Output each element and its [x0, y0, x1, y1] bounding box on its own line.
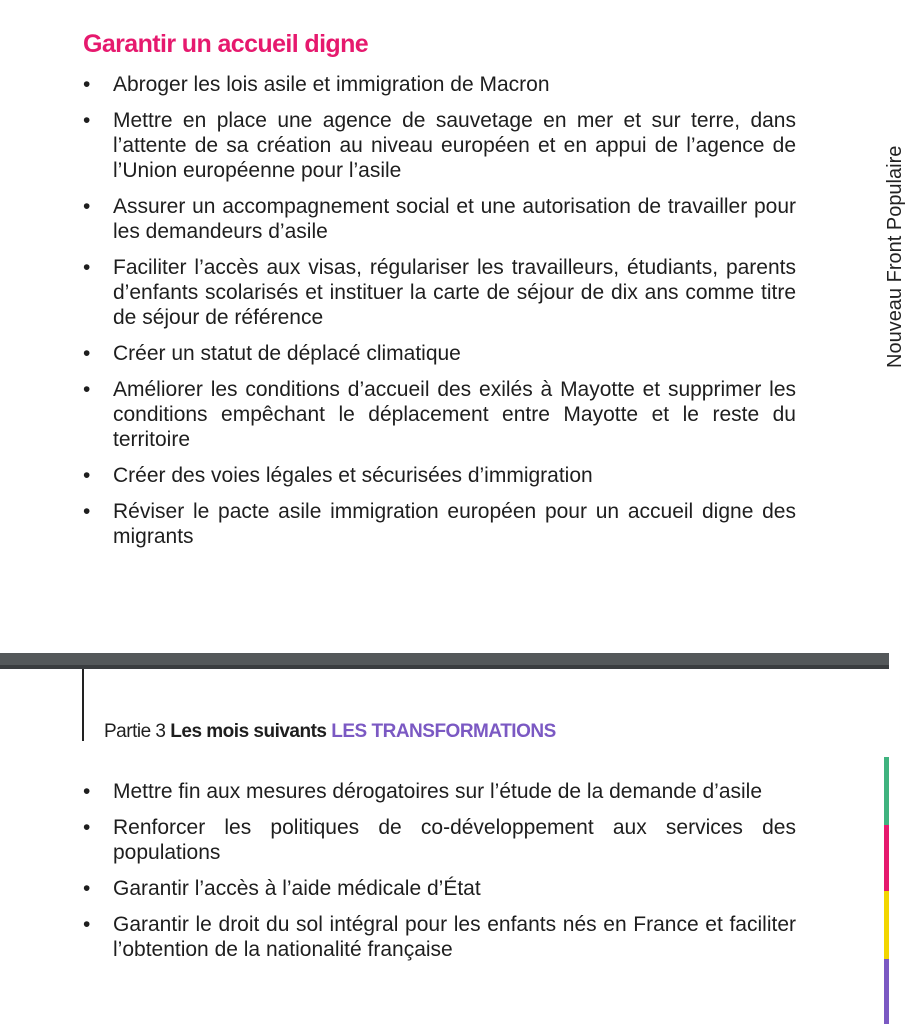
part-number: Partie 3	[104, 721, 166, 742]
list-item	[80, 779, 796, 804]
list-item-text: Abroger les lois asile et immigration de Macron	[113, 73, 550, 96]
edge-color-stripe	[884, 959, 889, 1024]
list-item	[80, 72, 796, 97]
list-item	[80, 499, 796, 549]
list-item-text: Réviser le pacte asile immigration européen pour un accueil digne des migrants	[113, 500, 796, 548]
bullet-icon: •	[83, 73, 91, 96]
list-item	[80, 194, 796, 244]
bullet-icon: •	[83, 109, 91, 132]
bullet-list	[80, 779, 796, 973]
part-header	[104, 721, 556, 743]
list-item	[80, 341, 796, 366]
list-item	[80, 377, 796, 452]
header-vertical-rule	[82, 669, 84, 741]
document-page-bottom	[0, 669, 889, 1024]
list-item-text: Créer des voies légales et sécurisées d’immigration	[113, 464, 593, 487]
bullet-icon: •	[83, 256, 91, 279]
bullet-icon: •	[83, 342, 91, 365]
section-title: Garantir un accueil digne	[83, 30, 369, 58]
list-item	[80, 108, 796, 183]
list-item-text: Assurer un accompagnement social et une autorisation de travailler pour les demandeurs d’asile	[113, 195, 796, 243]
list-item-text: Renforcer les politiques de co-développement aux services des populations	[113, 816, 796, 864]
list-item-text: Mettre fin aux mesures dérogatoires sur l’étude de la demande d’asile	[113, 780, 763, 803]
edge-color-stripe	[884, 825, 889, 891]
list-item	[80, 463, 796, 488]
list-item	[80, 912, 796, 962]
bullet-icon: •	[83, 816, 91, 839]
list-item	[80, 815, 796, 865]
edge-color-stripe	[884, 757, 889, 825]
bullet-icon: •	[83, 378, 91, 401]
list-item	[80, 876, 796, 901]
page-separator	[0, 653, 889, 669]
bullet-icon: •	[83, 913, 91, 936]
list-item-text: Garantir le droit du sol intégral pour les enfants nés en France et faciliter l’obtention de la nationalité française	[113, 913, 796, 961]
bullet-icon: •	[83, 780, 91, 803]
part-timing: Les mois suivants	[170, 721, 327, 742]
list-item	[80, 255, 796, 330]
side-running-title: Nouveau Front Populaire	[884, 145, 906, 368]
list-item-text: Mettre en place une agence de sauvetage en mer et sur terre, dans l’attente de sa création au niveau européen et en appui de l’agence de l’Union européenne pour l’asile	[113, 109, 796, 182]
bullet-icon: •	[83, 877, 91, 900]
edge-color-stripe	[884, 891, 889, 959]
list-item-text: Créer un statut de déplacé climatique	[113, 342, 461, 365]
part-theme: LES TRANSFORMATIONS	[331, 721, 556, 742]
bullet-list	[80, 72, 796, 560]
list-item-text: Garantir l’accès à l’aide médicale d’État	[113, 877, 481, 900]
bullet-icon: •	[83, 195, 91, 218]
bullet-icon: •	[83, 464, 91, 487]
list-item-text: Améliorer les conditions d’accueil des exilés à Mayotte et supprimer les conditions empêchant le déplacement entre Mayotte et le reste du territoire	[113, 378, 796, 451]
list-item-text: Faciliter l’accès aux visas, régulariser les travailleurs, étudiants, parents d’enfants scolarisés et instituer la carte de séjour de dix ans comme titre de séjour de référence	[113, 256, 796, 329]
bullet-icon: •	[83, 500, 91, 523]
